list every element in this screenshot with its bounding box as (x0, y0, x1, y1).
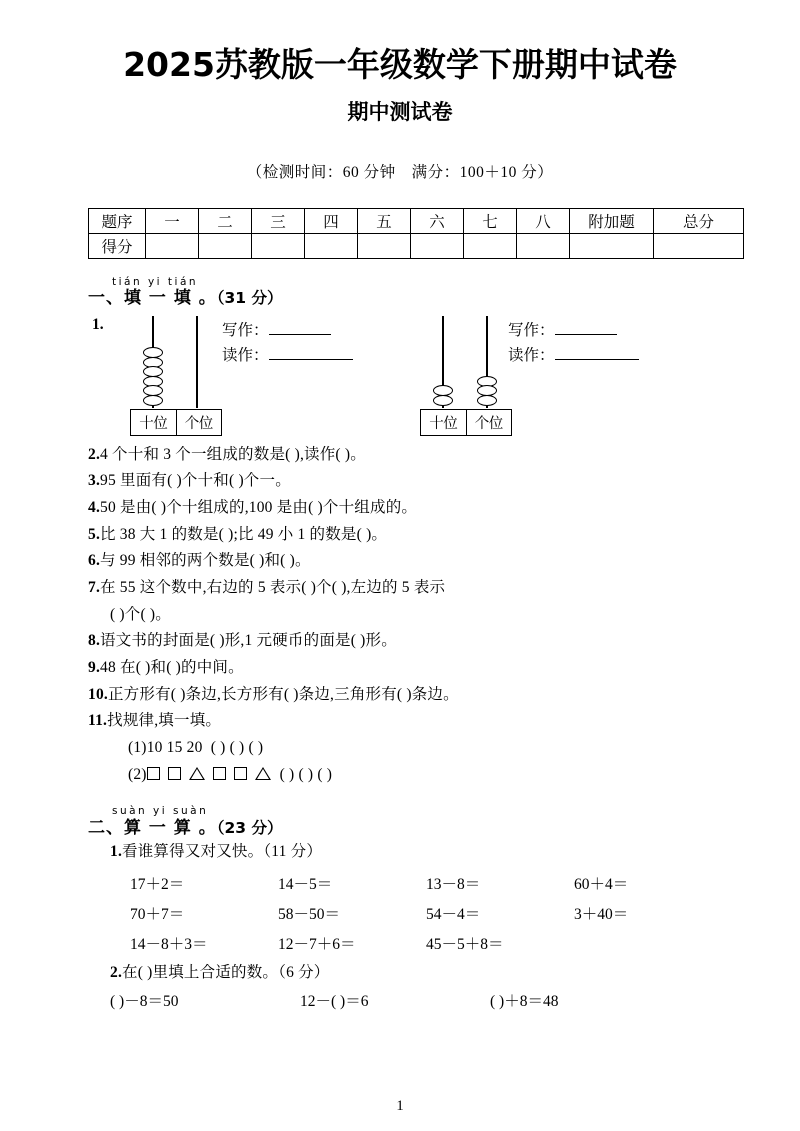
page-number: 1 (396, 1098, 404, 1114)
section-one-pinyin: tián yi tián (112, 275, 199, 288)
square-icon (213, 767, 226, 780)
abacus-right-ones-beads (474, 377, 500, 406)
score-col-4: 四 (305, 208, 358, 233)
arithmetic-item[interactable]: 14－5＝ (278, 875, 333, 893)
fill-questions-block (0, 442, 800, 789)
arithmetic-item-empty (574, 930, 722, 960)
write-blank-right[interactable] (555, 334, 617, 335)
abacus-right-tens-label: 十位 (421, 410, 467, 435)
arithmetic-item[interactable]: 13－8＝ (426, 875, 481, 893)
question-11-text: 找规律,填一填。 (107, 712, 222, 730)
read-label-left: 读作： (222, 346, 269, 364)
write-line-left (222, 318, 353, 343)
score-col-6: 六 (411, 208, 464, 233)
question-11-number: 11. (88, 712, 108, 730)
question-7 (88, 575, 760, 602)
arithmetic-item[interactable]: 3＋40＝ (574, 905, 629, 923)
read-line-right (508, 343, 639, 368)
score-col-3: 三 (252, 208, 305, 233)
triangle-icon (189, 767, 205, 780)
write-line-right (508, 318, 639, 343)
calc-question-2-number: 2. (110, 964, 123, 982)
read-label-right: 读作： (508, 346, 555, 364)
abacus-left-base (130, 409, 222, 436)
question-1-abacus-row (0, 314, 800, 442)
question-9-number: 9. (88, 658, 101, 676)
arithmetic-grid (0, 870, 800, 961)
write-label-left: 写作： (222, 321, 269, 339)
bead-icon (143, 395, 163, 406)
pattern-2-blanks[interactable]: ( ) ( ) ( ) (279, 765, 333, 783)
question-5-number: 5. (88, 525, 101, 543)
abacus-left (130, 314, 226, 436)
table-row-scores (89, 233, 744, 258)
row-label-score: 得分 (89, 233, 146, 258)
score-cell-total[interactable] (654, 233, 744, 258)
score-cell-1[interactable] (146, 233, 199, 258)
page-title: 2025苏教版一年级数学下册期中试卷 (123, 45, 677, 84)
score-col-extra: 附加题 (570, 208, 654, 233)
score-col-5: 五 (358, 208, 411, 233)
calc-question-2 (88, 960, 760, 987)
abacus-right-tens-beads (430, 387, 456, 406)
calc-question-1-number: 1. (110, 843, 123, 861)
calc-heading-block (0, 839, 800, 866)
question-6-text: 与 99 相邻的两个数是( )和( )。 (100, 552, 311, 570)
question-4 (88, 495, 760, 522)
square-icon (147, 767, 160, 780)
section-one-header (0, 277, 800, 310)
arithmetic-item[interactable]: 45－5＋8＝ (426, 936, 504, 954)
question-6 (88, 548, 760, 575)
question-3-number: 3. (88, 472, 101, 490)
arithmetic-item[interactable]: 70＋7＝ (130, 905, 185, 923)
section-one-points: （31 分） (216, 289, 283, 308)
arithmetic-item[interactable]: 14－8＋3＝ (130, 936, 208, 954)
square-icon (168, 767, 181, 780)
score-cell-2[interactable] (199, 233, 252, 258)
score-col-2: 二 (199, 208, 252, 233)
question-3 (88, 468, 760, 495)
abacus-right-ones-label: 个位 (474, 415, 503, 432)
question-3-text: 95 里面有( )个十和( )个一。 (100, 472, 291, 490)
question-10-number: 10. (88, 685, 108, 703)
question-8-text: 语文书的封面是( )形,1 元硬币的面是( )形。 (100, 632, 397, 650)
calc-question-1 (88, 839, 760, 866)
question-11 (88, 708, 760, 735)
read-blank-left[interactable] (269, 359, 353, 360)
square-icon (234, 767, 247, 780)
fill-calc-item[interactable]: 12－( )＝6 (300, 993, 369, 1011)
score-cell-8[interactable] (517, 233, 570, 258)
question-1-right-answers (508, 318, 639, 368)
question-1-left-answers (222, 318, 353, 368)
abacus-left-ones-label: 个位 (184, 415, 213, 432)
arithmetic-row (130, 870, 760, 900)
write-label-right: 写作： (508, 321, 555, 339)
question-7-continued: ( )个( )。 (110, 605, 171, 623)
row-label-question-order: 题序 (89, 208, 146, 233)
section-two-header (0, 806, 800, 839)
score-cell-6[interactable] (411, 233, 464, 258)
page-subtitle: 期中测试卷 (347, 99, 453, 124)
table-row-header (89, 208, 744, 233)
question-7-text: 在 55 这个数中,右边的 5 表示( )个( ),左边的 5 表示 (100, 579, 446, 597)
pattern-row-2 (88, 762, 760, 789)
score-cell-4[interactable] (305, 233, 358, 258)
abacus-right-base (420, 409, 512, 436)
arithmetic-row (130, 930, 760, 960)
section-two-title-text: 二、算 一 算 。 (88, 817, 217, 838)
calc-question-1-text: 看谁算得又对又快。（11 分） (122, 843, 323, 861)
question-9 (88, 655, 760, 682)
question-2 (88, 442, 760, 469)
section-one-title (88, 288, 800, 309)
question-8-number: 8. (88, 632, 101, 650)
section-two-title (88, 818, 800, 839)
question-4-text: 50 是由( )个十组成的,100 是由( )个十组成的。 (100, 499, 418, 517)
pattern-2-label: (2) (128, 765, 147, 783)
score-table-wrapper (0, 182, 800, 259)
pattern-1-given: 10 15 20 (146, 738, 203, 756)
question-1-number: 1. (92, 315, 104, 333)
section-two-points: （23 分） (216, 818, 283, 837)
pattern-row-1 (88, 735, 760, 762)
arithmetic-item[interactable]: 60＋4＝ (574, 875, 629, 893)
question-7-number: 7. (88, 579, 101, 597)
pattern-1-blanks[interactable]: ( ) ( ) ( ) (210, 738, 264, 756)
question-8 (88, 628, 760, 655)
read-blank-right[interactable] (555, 359, 639, 360)
triangle-icon (255, 767, 271, 780)
bead-icon (433, 395, 453, 406)
question-4-number: 4. (88, 499, 101, 517)
abacus-right (420, 314, 516, 436)
question-2-number: 2. (88, 445, 101, 463)
section-two-pinyin: suàn yi suàn (112, 805, 209, 818)
score-col-8: 八 (517, 208, 570, 233)
arithmetic-item[interactable]: 17＋2＝ (130, 875, 185, 893)
question-9-text: 48 在( )和( )的中间。 (100, 658, 244, 676)
exam-info: （检测时间：60 分钟 满分：100＋10 分） (246, 163, 554, 181)
arithmetic-item[interactable]: 54－4＝ (426, 905, 481, 923)
question-5 (88, 522, 760, 549)
score-cell-5[interactable] (358, 233, 411, 258)
abacus-left-tens-label: 十位 (131, 410, 177, 435)
question-10 (88, 682, 760, 709)
fill-calc-row (0, 987, 800, 1016)
section-one-title-text: 一、填 一 填 。 (88, 288, 217, 309)
arithmetic-item[interactable]: 12－7＋6＝ (278, 936, 356, 954)
score-table (88, 208, 744, 259)
read-line-left (222, 343, 353, 368)
abacus-left-tens-beads (140, 349, 166, 406)
score-col-7: 七 (464, 208, 517, 233)
calc-question-2-text: 在( )里填上合适的数。（6 分） (122, 964, 330, 982)
score-cell-7[interactable] (464, 233, 517, 258)
score-cell-3[interactable] (252, 233, 305, 258)
arithmetic-item[interactable]: 58－50＝ (278, 905, 341, 923)
question-5-text: 比 38 大 1 的数是( );比 49 小 1 的数是( )。 (100, 525, 388, 543)
abacus-left-ones-rod (196, 316, 198, 408)
question-10-text: 正方形有( )条边,长方形有( )条边,三角形有( )条边。 (107, 685, 459, 703)
fill-calc-item[interactable]: ( )－8＝50 (110, 993, 179, 1011)
score-col-total: 总分 (654, 208, 744, 233)
bead-icon (477, 395, 497, 406)
write-blank-left[interactable] (269, 334, 331, 335)
score-col-1: 一 (146, 208, 199, 233)
fill-calc-heading-block (0, 960, 800, 987)
fill-calc-item[interactable]: ( )＋8＝48 (490, 993, 559, 1011)
question-2-text: 4 个十和 3 个一组成的数是( ),读作( )。 (100, 445, 366, 463)
arithmetic-row (130, 900, 760, 930)
question-6-number: 6. (88, 552, 101, 570)
pattern-1-label: (1) (128, 738, 147, 756)
score-cell-extra[interactable] (570, 233, 654, 258)
